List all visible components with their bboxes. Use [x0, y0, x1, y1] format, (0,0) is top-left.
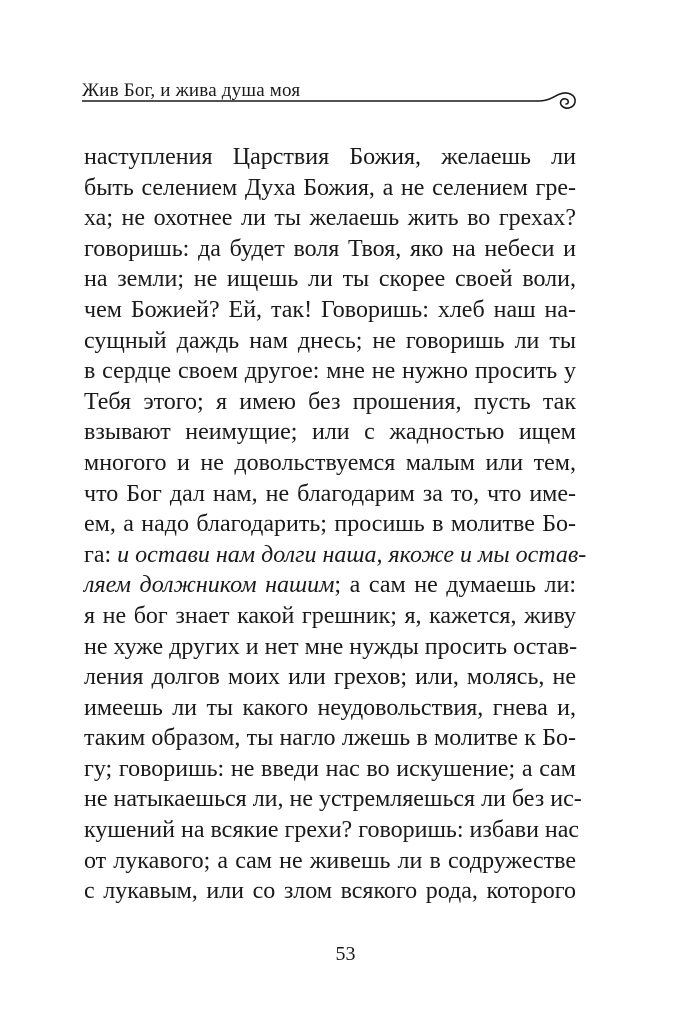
body-text — [84, 142, 587, 907]
text-line: сущный даждь нам днесь; не говоришь ли ты — [84, 327, 576, 354]
text-line: быть селением Духа Божия, а не селением гре- — [84, 174, 576, 201]
text-line: в сердце своем другое: мне не нужно просить у — [84, 358, 576, 385]
text-line: таким образом, ты нагло лжешь в молитве к Бо- — [84, 725, 576, 752]
text-line: ха; не охотнее ли ты желаешь жить во грехах? — [84, 205, 576, 232]
text-line: ления долгов моих или грехов; или, молясь, не — [84, 664, 576, 691]
text-line: не хуже других и нет мне нужды просить остав- — [84, 633, 578, 660]
text-line: говоришь: да будет воля Твоя, яко на небеси и — [84, 235, 576, 262]
text-line: взывают неимущие; или с жадностью ищем — [84, 419, 576, 446]
text-line: имеешь ли ты какого неудовольствия, гнева и, — [84, 694, 576, 721]
text-line: кушений на всякие грехи? говоришь: избави нас — [84, 817, 580, 844]
prayer-quote-italic: и остави нам долги наша, якоже и мы остав- — [117, 541, 587, 568]
text-line: от лукавого; а сам не живешь ли в содружестве — [84, 847, 576, 874]
text-segment: га: — [84, 541, 118, 568]
text-line: на земли; не ищешь ли ты скорее своей воли, — [84, 266, 576, 293]
text-line-with-quote — [84, 570, 576, 601]
header-rule-with-swirl-icon — [82, 84, 582, 124]
text-line: не натыкаешься ли, не устремляешься ли без ис- — [84, 786, 582, 813]
text-line: чем Божией? Ей, так! Говоришь: хлеб наш на- — [84, 296, 576, 323]
text-line: с лукавым, или со злом всякого рода, которого — [84, 878, 576, 905]
text-line: ем, а надо благодарить; просишь в молитве Бо- — [84, 511, 576, 538]
text-segment: ; а сам не думаешь ли: — [334, 572, 576, 599]
text-line-with-quote — [84, 540, 587, 571]
page-number: 53 — [335, 943, 356, 965]
text-line: Тебя этого; я имею без прошения, пусть так — [84, 388, 576, 415]
text-line: наступления Царствия Божия, желаешь ли — [84, 144, 576, 170]
prayer-quote-italic: ляем должником нашим — [84, 572, 335, 599]
text-line: многого и не довольствуемся малым или тем, — [84, 449, 576, 476]
text-line: я не бог знает какой грешник; я, кажется, живу — [84, 602, 576, 629]
text-line: что Бог дал нам, не благодарим за то, что име- — [84, 480, 576, 507]
text-line: гу; говоришь: не введи нас во искушение; а сам — [84, 755, 576, 782]
running-head: Жив Бог, и жива душа моя — [82, 80, 301, 101]
